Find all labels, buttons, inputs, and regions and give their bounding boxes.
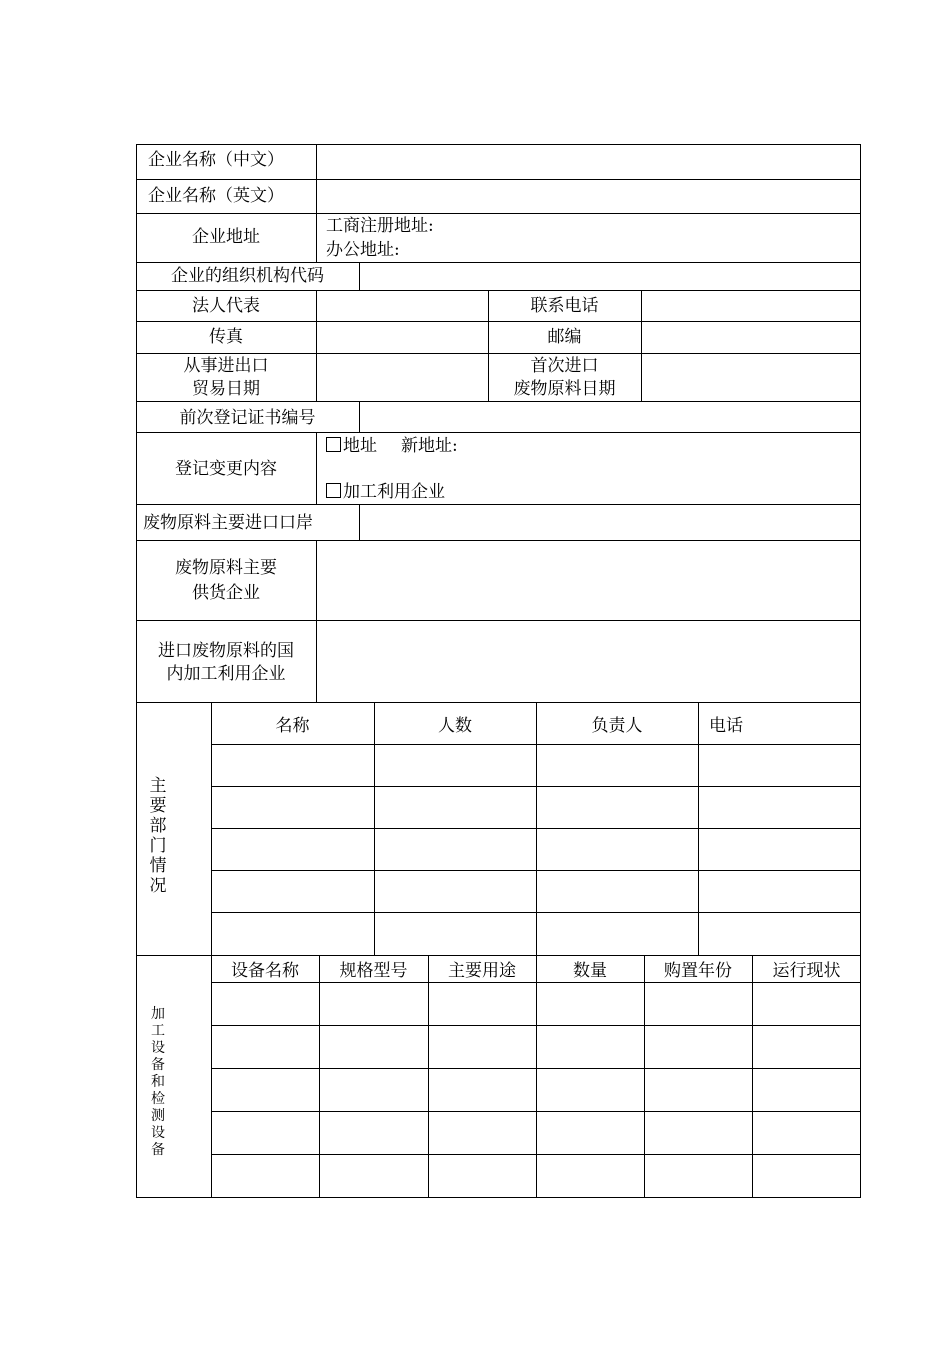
domestic-processor-label: 进口废物原料的国 — [158, 641, 294, 661]
row-divider — [136, 540, 861, 541]
dept-header-name: 名称 — [275, 716, 310, 736]
row-divider — [136, 321, 861, 322]
change-option-address[interactable]: 地址 — [326, 435, 377, 457]
row-divider — [136, 702, 861, 703]
row-divider — [136, 504, 861, 505]
prev-cert-no-label: 前次登记证书编号 — [179, 408, 316, 428]
row-divider — [136, 401, 861, 402]
first-import-date-label: 废物原料日期 — [513, 379, 616, 399]
equip-header-name: 设备名称 — [231, 961, 299, 981]
trade-date-label: 从事进出口 — [183, 356, 269, 376]
trade-date-label: 贸易日期 — [192, 379, 260, 399]
first-import-date-label: 首次进口 — [530, 356, 599, 376]
col-divider — [316, 540, 317, 702]
change-option-processor[interactable]: 加工利用企业 — [326, 481, 445, 503]
dept-header-manager: 负责人 — [591, 716, 643, 736]
contact-phone-label: 联系电话 — [530, 296, 599, 316]
legal-rep-label: 法人代表 — [192, 296, 260, 316]
company-address-label: 企业地址 — [192, 227, 260, 247]
equip-header-status: 运行现状 — [772, 961, 841, 981]
row-divider — [136, 262, 861, 263]
org-code-label: 企业的组织机构代码 — [171, 266, 324, 286]
dept-header-phone: 电话 — [709, 716, 743, 736]
dept-header-count: 人数 — [438, 716, 472, 736]
col-divider — [644, 955, 645, 1198]
row-divider — [136, 353, 861, 354]
supplier-label: 供货企业 — [192, 583, 260, 603]
row-divider — [136, 213, 861, 214]
col-divider — [428, 955, 429, 1198]
main-port-label: 废物原料主要进口口岸 — [143, 513, 313, 533]
col-divider — [752, 955, 753, 1198]
col-divider — [316, 144, 317, 262]
equip-header-quantity: 数量 — [573, 961, 607, 981]
office-address-label: 办公地址: — [326, 240, 400, 260]
col-divider — [536, 955, 537, 1198]
col-divider — [359, 262, 360, 290]
equip-header-purpose: 主要用途 — [448, 961, 516, 981]
registered-address-label: 工商注册地址: — [326, 216, 434, 236]
col-divider — [374, 702, 375, 955]
company-name-en-label: 企业名称（英文） — [148, 186, 284, 206]
fax-label: 传真 — [209, 327, 243, 347]
new-address-label: 新地址: — [401, 436, 458, 456]
row-divider — [136, 179, 861, 180]
col-divider — [316, 290, 317, 401]
row-divider — [136, 290, 861, 291]
row-divider — [136, 432, 861, 433]
col-divider — [359, 504, 360, 540]
col-divider — [641, 290, 642, 401]
row-divider — [136, 620, 861, 621]
col-divider — [536, 702, 537, 955]
postcode-label: 邮编 — [547, 327, 582, 347]
company-name-cn-label: 企业名称（中文） — [148, 150, 284, 170]
col-divider — [319, 955, 320, 1198]
col-divider — [211, 702, 212, 1198]
checkbox-icon[interactable] — [326, 483, 341, 498]
equipment-section-label: 加 工 设 备 和 检 测 设 备 — [151, 1006, 165, 1158]
col-divider — [316, 432, 317, 504]
supplier-label: 废物原料主要 — [175, 558, 277, 578]
departments-section-label: 主 要 部 门 情 况 — [149, 776, 167, 896]
domestic-processor-label: 内加工利用企业 — [166, 664, 286, 684]
col-divider — [698, 702, 699, 955]
change-content-label: 登记变更内容 — [175, 459, 277, 479]
col-divider — [359, 401, 360, 432]
equip-header-spec: 规格型号 — [339, 961, 408, 981]
checkbox-icon[interactable] — [326, 437, 341, 452]
equip-header-year: 购置年份 — [664, 961, 732, 981]
